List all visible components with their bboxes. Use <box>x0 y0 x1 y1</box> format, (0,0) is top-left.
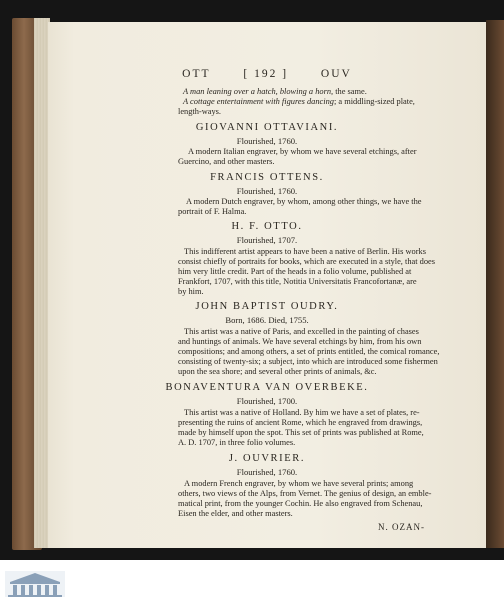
entry-text: presenting the ruins of ancient Rome, which he engraved from drawings, <box>178 418 423 427</box>
running-head-right: OUV <box>320 68 352 80</box>
entry-text: A modern Dutch engraver, by whom, among other things, we have the <box>186 197 422 206</box>
entry-name: GIOVANNI OTTAVIANI. <box>195 122 339 133</box>
entry-text: Eisen the elder, and other masters. <box>178 509 293 518</box>
entry-name: JOHN BAPTIST OUDRY. <box>195 301 339 312</box>
entry-text: others, two views of the Alps, from Vernet. The genius of design, an emble- <box>178 489 432 498</box>
intro-line-2: A cottage entertainment with figures dancing; a middling-sized plate, <box>183 97 415 106</box>
book-cover-right <box>486 20 504 548</box>
running-head <box>48 68 486 80</box>
entry-text: Frankfort, 1707, with this title, Notitia Universitatis Francofortanæ, are <box>178 277 417 286</box>
entry-name: BONAVENTURA VAN OVERBEKE. <box>165 382 369 393</box>
entry-text: made by himself upon the spot. This set of prints was published at Rome, <box>178 428 424 437</box>
entry-text: consisting of twenty-six; a subject, into which are introduced some fishermen <box>178 357 438 366</box>
entry-text: matical print, from the younger Cochin. He also engraved from Schenau, <box>178 499 423 508</box>
entry-text: A modern Italian engraver, by whom we have several etchings, after <box>188 147 417 156</box>
entry-text: consist chiefly of portraits for books, which are executed in a style, that does <box>178 257 435 266</box>
entry-dates: Flourished, 1760. <box>236 136 298 146</box>
intro-line-1: A man leaning over a hatch, blowing a horn, the same. <box>183 87 367 96</box>
book-page <box>48 22 486 548</box>
entry-text: This artist was a native of Paris, and excelled in the painting of chases <box>184 327 419 336</box>
entry-text: compositions; and among others, a set of prints entitled, the comical romance, <box>178 347 440 356</box>
entry-text: A modern French engraver, by whom we have several prints; among <box>184 479 414 488</box>
entry-text: This indifferent artist appears to have been a native of Berlin. His works <box>184 247 426 256</box>
entry-dates: Flourished, 1700. <box>236 396 298 406</box>
entry-name: H. F. OTTO. <box>231 221 303 232</box>
entry-text: upon the sea shore; and several other prints of animals, &c. <box>178 367 377 376</box>
running-head-left: OTT <box>182 68 211 80</box>
entry-text: Guercino, and other masters. <box>178 157 275 166</box>
entry-text: A. D. 1707, in three folio volumes. <box>178 438 296 447</box>
entry-dates: Flourished, 1707. <box>236 235 298 245</box>
entry-dates: Flourished, 1760. <box>236 467 298 477</box>
entry-text: portrait of F. Halma. <box>178 207 247 216</box>
library-building-logo <box>4 570 66 598</box>
entry-text: by him. <box>178 287 204 296</box>
entry-name: FRANCIS OTTENS. <box>210 172 324 183</box>
catchword: N. OZAN- <box>378 522 425 532</box>
entry-text: This artist was a native of Holland. By him we have a set of plates, re- <box>184 408 420 417</box>
entry-text: and huntings of animals. We have several etchings by him, from his own <box>178 337 422 346</box>
entry-text: him very little credit. Part of the heads in a folio volume, published at <box>178 267 412 276</box>
entry-name: J. OUVRIER. <box>228 453 306 464</box>
entry-dates: Flourished, 1760. <box>236 186 298 196</box>
intro-line-3: length-ways. <box>178 107 222 116</box>
entry-dates: Born, 1686. Died, 1755. <box>225 315 309 325</box>
page-number: [ 192 ] <box>243 68 289 80</box>
